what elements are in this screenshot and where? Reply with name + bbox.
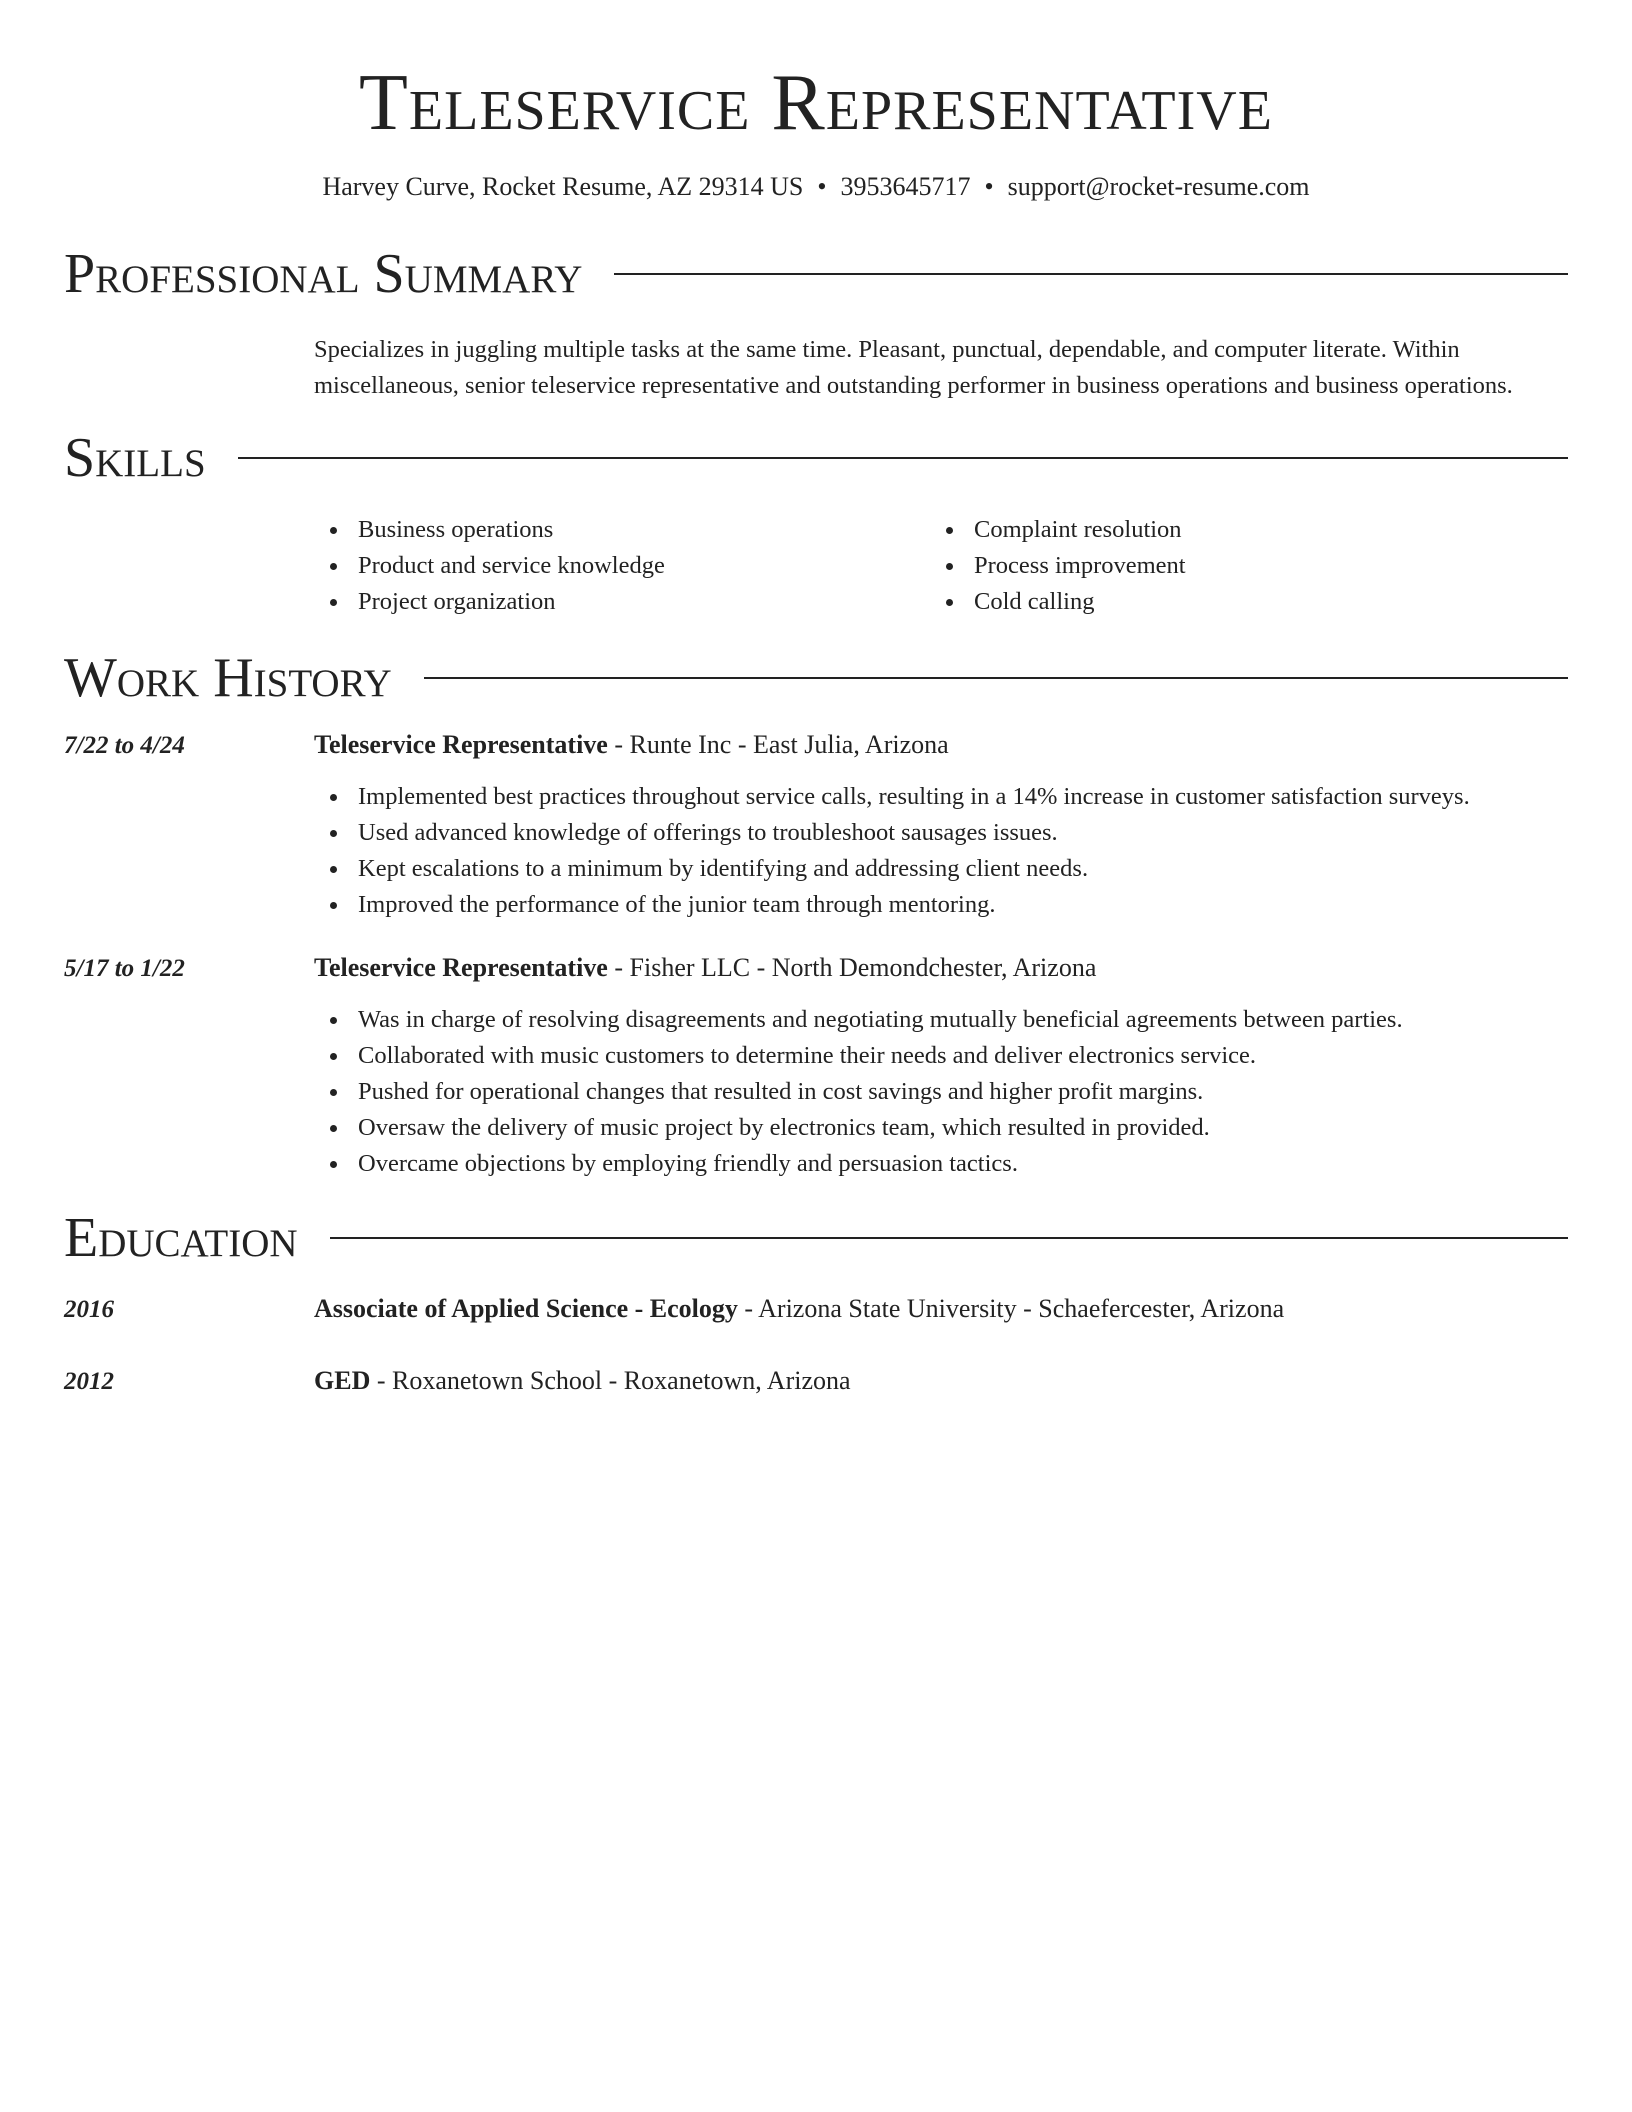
duty-item: Used advanced knowledge of offerings to troubleshoot sausages issues. [314, 815, 1568, 851]
contact-email: support@rocket-resume.com [1007, 172, 1310, 201]
job-dates: 5/17 to 1/22 [64, 955, 185, 982]
summary-header [64, 242, 1568, 306]
education-heading: Education [64, 1207, 298, 1269]
job-title-line [314, 949, 1096, 987]
section-divider [238, 457, 1568, 459]
skills-column-right [930, 512, 1546, 620]
duty-item: Collaborated with music customers to determine their needs and deliver electronics service. [314, 1038, 1568, 1074]
education-line [314, 1362, 851, 1400]
duty-item: Kept escalations to a minimum by identifying and addressing client needs. [314, 851, 1568, 887]
section-divider [424, 677, 1568, 679]
education-header [64, 1206, 1568, 1270]
job-duties [314, 1002, 1568, 1182]
education-entry [64, 1362, 1568, 1401]
contact-phone: 3953645717 [840, 172, 971, 201]
skill-item: Cold calling [930, 584, 1546, 620]
duty-item: Overcame objections by employing friendly and persuasion tactics. [314, 1146, 1568, 1182]
job-entry [64, 726, 1568, 923]
contact-separator: • [984, 172, 994, 201]
work-history-section [64, 646, 1568, 1182]
summary-section [64, 242, 1568, 404]
job-header [64, 949, 1568, 988]
job-title: Teleservice Representative [314, 953, 608, 982]
skill-item: Complaint resolution [930, 512, 1546, 548]
skill-item: Business operations [314, 512, 930, 548]
education-year: 2016 [64, 1296, 114, 1323]
skill-item: Process improvement [930, 548, 1546, 584]
summary-text: Specializes in juggling multiple tasks at the same time. Pleasant, punctual, dependable, and computer literate. Within miscellaneous, senior teleservice representative and outstanding performer in business operations and business operations. [314, 336, 1513, 399]
education-year: 2012 [64, 1368, 114, 1395]
education-entry [64, 1290, 1568, 1329]
education-school: - Arizona State University - Schaefercester, Arizona [737, 1294, 1285, 1323]
skill-item: Project organization [314, 584, 930, 620]
education-line [314, 1290, 1284, 1328]
skills-column-left [314, 512, 930, 620]
resume-page [64, 0, 1568, 1401]
education-section [64, 1206, 1568, 1401]
section-divider [330, 1237, 1568, 1239]
skills-heading: Skills [64, 427, 206, 489]
skill-item: Product and service knowledge [314, 548, 930, 584]
contact-separator: • [817, 172, 827, 201]
job-dates: 7/22 to 4/24 [64, 732, 185, 759]
work-history-header [64, 646, 1568, 710]
education-school: - Roxanetown School - Roxanetown, Arizona [370, 1366, 851, 1395]
duty-item: Implemented best practices throughout service calls, resulting in a 14% increase in customer satisfaction surveys. [314, 779, 1568, 815]
job-header [64, 726, 1568, 765]
education-degree: Associate of Applied Science - Ecology [314, 1294, 738, 1323]
summary-heading: Professional Summary [64, 243, 583, 305]
duty-item: Oversaw the delivery of music project by electronics team, which resulted in provided. [314, 1110, 1568, 1146]
duty-item: Improved the performance of the junior team through mentoring. [314, 887, 1568, 923]
candidate-name: Teleservice Representative [359, 59, 1273, 147]
skills-section [64, 426, 1568, 620]
section-divider [614, 273, 1568, 275]
work-history-heading: Work History [64, 647, 392, 709]
job-title-line [314, 726, 949, 764]
duty-item: Was in charge of resolving disagreements and negotiating mutually beneficial agreements between parties. [314, 1002, 1568, 1038]
job-entry [64, 949, 1568, 1182]
contact-address: Harvey Curve, Rocket Resume, AZ 29314 US [322, 172, 804, 201]
job-company: - Runte Inc - East Julia, Arizona [607, 730, 949, 759]
education-degree: GED [314, 1366, 371, 1395]
skills-header [64, 426, 1568, 490]
job-title: Teleservice Representative [314, 730, 608, 759]
job-company: - Fisher LLC - North Demondchester, Arizona [607, 953, 1097, 982]
job-duties [314, 779, 1568, 923]
duty-item: Pushed for operational changes that resulted in cost savings and higher profit margins. [314, 1074, 1568, 1110]
skills-list [314, 512, 1568, 620]
contact-line [64, 170, 1568, 204]
